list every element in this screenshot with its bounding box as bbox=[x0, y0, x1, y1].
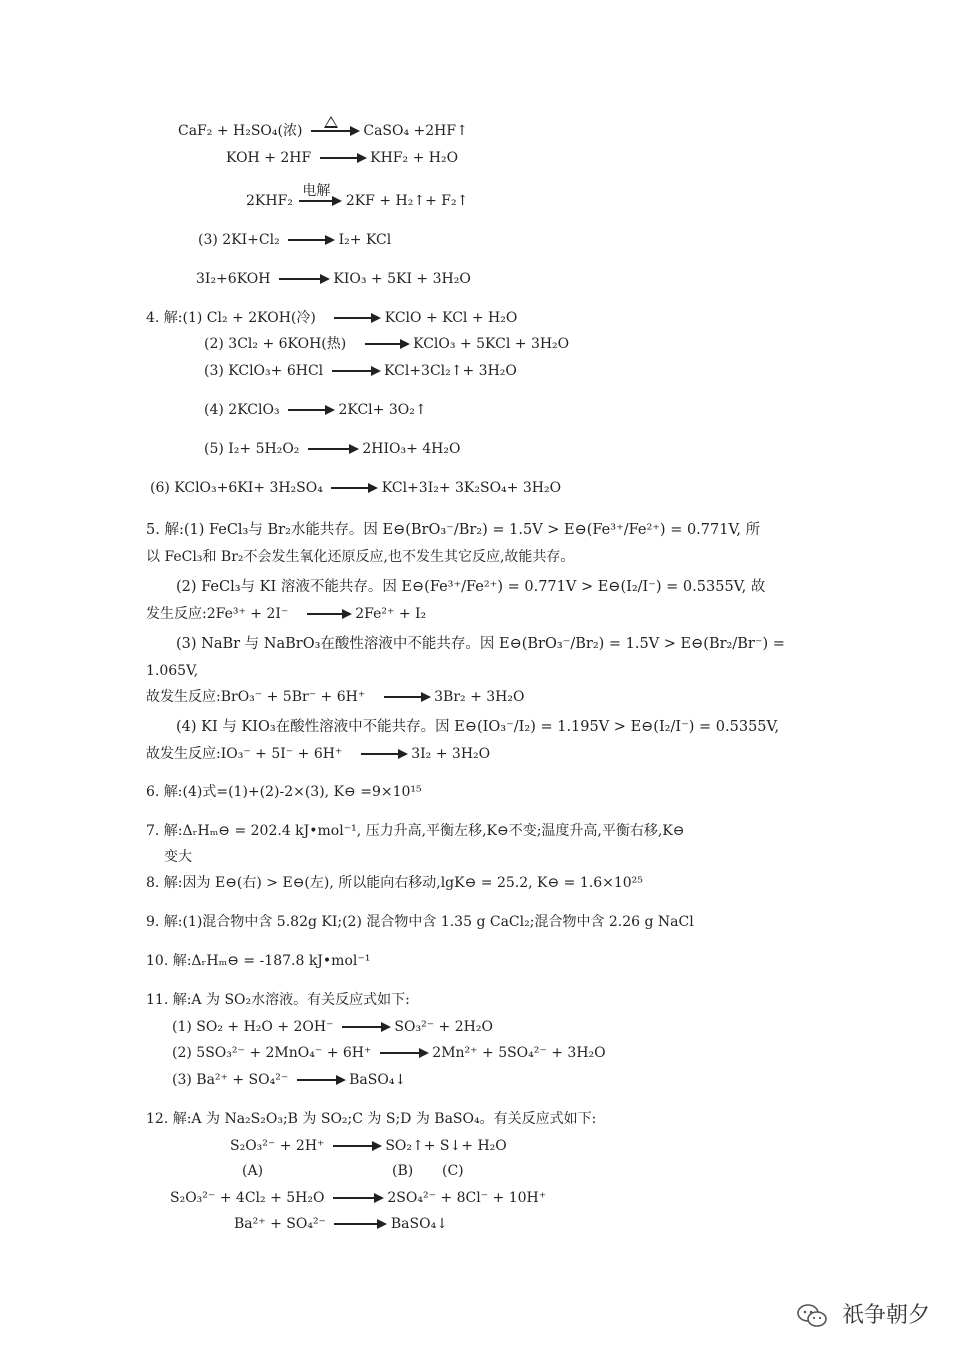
products: 2HIO₃+ 4H₂O bbox=[362, 441, 461, 457]
reactants: (1) SO₂ + H₂O + 2OH⁻ bbox=[172, 1019, 334, 1035]
reactants: (3) Ba²⁺ + SO₄²⁻ bbox=[172, 1072, 289, 1088]
reaction-arrow bbox=[342, 1026, 382, 1028]
equation-line bbox=[178, 122, 468, 140]
products: BaSO₄↓ bbox=[349, 1072, 407, 1088]
reaction-arrow bbox=[308, 448, 350, 450]
label-a: (A) bbox=[242, 1163, 264, 1179]
text-line: 10. 解:ΔᵣHₘ⊖ = -187.8 kJ•mol⁻¹ bbox=[146, 953, 371, 969]
equation-line bbox=[204, 401, 427, 419]
text-line: 1.065V, bbox=[146, 663, 199, 679]
text-line: 以 FeCl₃和 Br₂不会发生氧化还原反应,也不发生其它反应,故能共存。 bbox=[146, 549, 575, 565]
products: 2Mn²⁺ + 5SO₄²⁻ + 3H₂O bbox=[432, 1045, 606, 1061]
reactants: 3I₂+6KOH bbox=[196, 271, 271, 287]
reaction-arrow bbox=[288, 409, 326, 411]
reactants: (6) KClO₃+6KI+ 3H₂SO₄ bbox=[150, 480, 323, 496]
products: 3I₂ + 3H₂O bbox=[411, 746, 491, 762]
reactants: 故发生反应:IO₃⁻ + 5I⁻ + 6H⁺ bbox=[146, 746, 343, 762]
products: KClO + KCl + H₂O bbox=[384, 310, 518, 326]
reactants: (5) I₂+ 5H₂O₂ bbox=[204, 441, 300, 457]
heat-arrow bbox=[311, 130, 351, 132]
reaction-arrow bbox=[288, 239, 326, 241]
text-line: (4) KI 与 KIO₃在酸性溶液中不能共存。因 E⊖(IO₃⁻/I₂) = 1.195V > E⊖(I₂/I⁻) = 0.5355V, bbox=[176, 719, 780, 735]
equation-line bbox=[198, 231, 391, 249]
label-b: (B) bbox=[392, 1163, 414, 1179]
text-line: (3) NaBr 与 NaBrO₃在酸性溶液中不能共存。因 E⊖(BrO₃⁻/Br₂) = 1.5V > E⊖(Br₂/Br⁻) = bbox=[176, 636, 785, 652]
reactants: S₂O₃²⁻ + 4Cl₂ + 5H₂O bbox=[170, 1190, 325, 1206]
arrow-label: 电解 bbox=[302, 183, 331, 199]
reaction-arrow bbox=[333, 1197, 375, 1199]
text-line: (2) FeCl₃与 KI 溶液不能共存。因 E⊖(Fe³⁺/Fe²⁺) = 0.771V > E⊖(I₂/I⁻) = 0.5355V, 故 bbox=[176, 579, 766, 595]
reaction-arrow bbox=[297, 1079, 337, 1081]
reaction-arrow bbox=[307, 613, 343, 615]
watermark bbox=[797, 1298, 930, 1329]
products: 2SO₄²⁻ + 8Cl⁻ + 10H⁺ bbox=[387, 1190, 547, 1206]
equation-line bbox=[146, 309, 517, 327]
equation-line bbox=[172, 1018, 493, 1036]
equation-line bbox=[204, 335, 569, 353]
text-line: 7. 解:ΔᵣHₘ⊖ = 202.4 kJ•mol⁻¹, 压力升高,平衡左移,K⊖不变;温度升高,平衡右移,K⊖ bbox=[146, 823, 685, 839]
equation-line bbox=[204, 362, 517, 380]
equation-line bbox=[170, 1189, 546, 1207]
equation-line bbox=[204, 440, 460, 458]
equation-line bbox=[150, 479, 561, 497]
products: KClO₃ + 5KCl + 3H₂O bbox=[413, 336, 570, 352]
electrolysis-arrow bbox=[299, 183, 333, 202]
text-line: 变大 bbox=[164, 849, 192, 865]
products: KCl+3Cl₂↑+ 3H₂O bbox=[384, 363, 517, 379]
reaction-arrow bbox=[320, 157, 358, 159]
reactants: KOH + 2HF bbox=[226, 150, 312, 166]
wechat-icon bbox=[797, 1303, 827, 1329]
reactants: Ba²⁺ + SO₄²⁻ bbox=[234, 1216, 326, 1232]
reaction-arrow bbox=[332, 370, 372, 372]
equation-line bbox=[146, 688, 524, 706]
reactants: CaF₂ + H₂SO₄(浓) bbox=[178, 123, 303, 139]
equation-line bbox=[146, 605, 426, 623]
text-line: 6. 解:(4)式=(1)+(2)-2×(3), K⊖ =9×10¹⁵ bbox=[146, 784, 422, 800]
reaction-arrow bbox=[333, 1145, 373, 1147]
equation-line bbox=[234, 1215, 448, 1233]
products: 2Fe²⁺ + I₂ bbox=[355, 606, 427, 622]
products: SO₃²⁻ + 2H₂O bbox=[394, 1019, 493, 1035]
reaction-arrow bbox=[334, 317, 372, 319]
reaction-arrow bbox=[365, 343, 401, 345]
reaction-arrow bbox=[334, 1223, 378, 1225]
reactants: (2) 3Cl₂ + 6KOH(热) bbox=[204, 336, 347, 352]
products: 2KCl+ 3O₂↑ bbox=[338, 402, 427, 418]
reactants: (2) 5SO₃²⁻ + 2MnO₄⁻ + 6H⁺ bbox=[172, 1045, 372, 1061]
reactants: (3) 2KI+Cl₂ bbox=[198, 232, 280, 248]
products: BaSO₄↓ bbox=[390, 1216, 448, 1232]
equation-line bbox=[196, 270, 471, 288]
equation-line bbox=[230, 1137, 507, 1155]
products: I₂+ KCl bbox=[338, 232, 392, 248]
reactants: 发生反应:2Fe³⁺ + 2I⁻ bbox=[146, 606, 289, 622]
text-line: 12. 解:A 为 Na₂S₂O₃;B 为 SO₂;C 为 S;D 为 BaSO₄。有关反应式如下: bbox=[146, 1111, 597, 1127]
text-line: 5. 解:(1) FeCl₃与 Br₂水能共存。因 E⊖(BrO₃⁻/Br₂) = 1.5V > E⊖(Fe³⁺/Fe²⁺) = 0.771V, 所 bbox=[146, 522, 761, 538]
equation-line bbox=[172, 1044, 606, 1062]
equation-line bbox=[172, 1071, 406, 1089]
reactants: S₂O₃²⁻ + 2H⁺ bbox=[230, 1138, 325, 1154]
heat-triangle-icon bbox=[324, 116, 338, 128]
products: 2KF + H₂↑+ F₂↑ bbox=[345, 193, 469, 209]
products: KHF₂ + H₂O bbox=[370, 150, 459, 166]
reactants: 故发生反应:BrO₃⁻ + 5Br⁻ + 6H⁺ bbox=[146, 689, 366, 705]
equation-line bbox=[226, 149, 458, 167]
reaction-arrow bbox=[380, 1052, 420, 1054]
text-line: 9. 解:(1)混合物中含 5.82g KI;(2) 混合物中含 1.35 g CaCl₂;混合物中含 2.26 g NaCl bbox=[146, 914, 694, 930]
reactants: (3) KClO₃+ 6HCl bbox=[204, 363, 324, 379]
equation-line bbox=[146, 745, 490, 763]
label-c: (C) bbox=[442, 1163, 464, 1179]
products: 3Br₂ + 3H₂O bbox=[434, 689, 525, 705]
equation-line bbox=[246, 183, 469, 210]
text-line: 11. 解:A 为 SO₂水溶液。有关反应式如下: bbox=[146, 992, 410, 1008]
reactants: 2KHF₂ bbox=[246, 193, 293, 209]
products: KCl+3I₂+ 3K₂SO₄+ 3H₂O bbox=[381, 480, 562, 496]
text-line: 8. 解:因为 E⊖(右) > E⊖(左), 所以能向右移动,lgK⊖ = 25.2, K⊖ = 1.6×10²⁵ bbox=[146, 875, 643, 891]
reaction-arrow bbox=[384, 696, 422, 698]
reactants: 4. 解:(1) Cl₂ + 2KOH(冷) bbox=[146, 310, 316, 326]
products: CaSO₄ +2HF↑ bbox=[363, 123, 468, 139]
products: KIO₃ + 5KI + 3H₂O bbox=[333, 271, 471, 287]
reaction-arrow bbox=[279, 278, 321, 280]
products: SO₂↑+ S↓+ H₂O bbox=[385, 1138, 507, 1154]
watermark-text: 祇争朝夕 bbox=[841, 1303, 930, 1328]
reaction-arrow bbox=[361, 753, 399, 755]
reactants: (4) 2KClO₃ bbox=[204, 402, 280, 418]
reaction-arrow bbox=[331, 487, 369, 489]
